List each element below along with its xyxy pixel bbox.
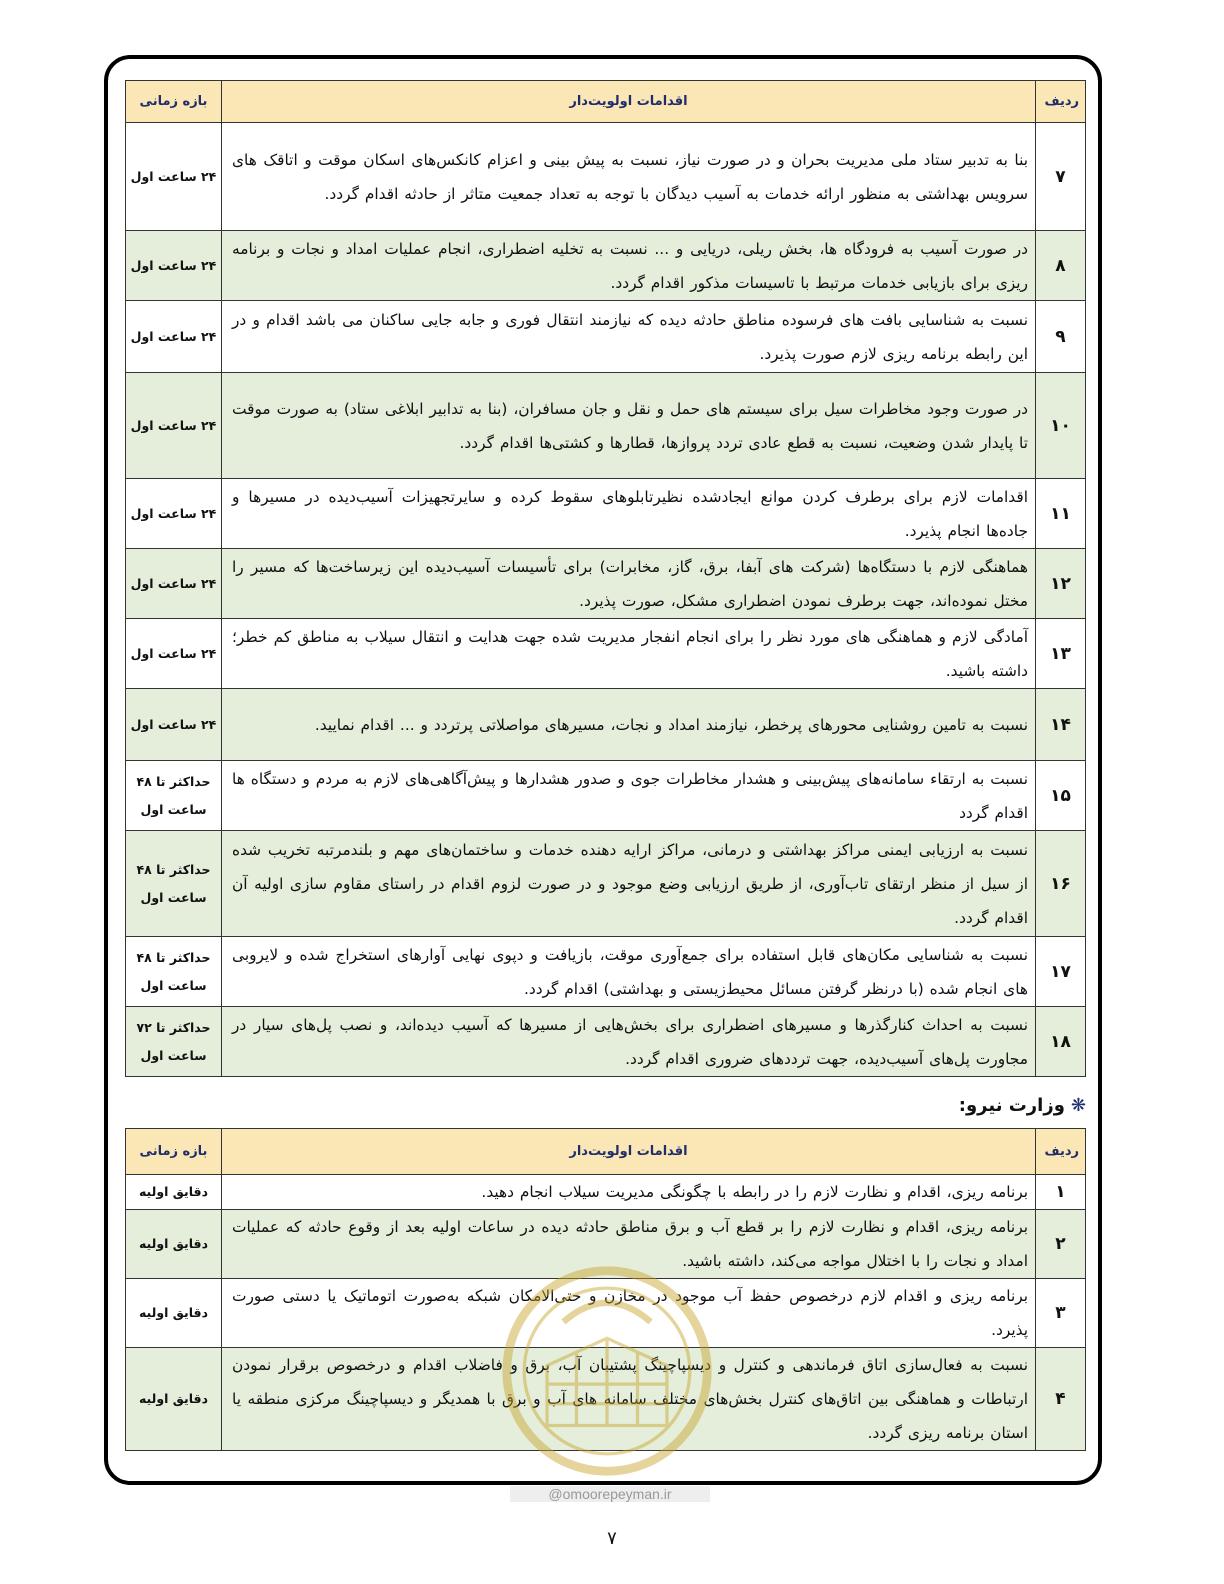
row-number: ۱۴: [1036, 689, 1086, 761]
header-row-number: ردیف: [1036, 1129, 1086, 1175]
table-row: [126, 123, 1086, 231]
table-row: [126, 937, 1086, 1007]
watermark-url: @omoorepeyman.ir: [510, 1486, 710, 1502]
time-range: دقایق اولیه: [126, 1210, 222, 1279]
table-row: [126, 1210, 1086, 1279]
time-range: ۲۴ ساعت اول: [126, 123, 222, 231]
action-text: در صورت وجود مخاطرات سیل برای سیستم های حمل و نقل و جان مسافران، (بنا به تدابیر ابلاغی ستاد) به صورت موقت تا پایدار شدن وضعیت، نسبت به قطع عادی تردد پروازها، قطارها و کشتی‌ها اقدام گردد.: [222, 373, 1036, 479]
header-time-range: بازه زمانی: [126, 81, 222, 123]
table-row: [126, 301, 1086, 373]
table-row: [126, 231, 1086, 301]
action-text: بنا به تدبیر ستاد ملی مدیریت بحران و در صورت نیاز، نسبت به پیش بینی و اعزام کانکس‌های اسکان موقت و اتاقک های سرویس بهداشتی به منظور ارائه خدمات به آسیب دیدگان با توجه به تعداد جمعیت متاثر از حادثه اقدام گردد.: [222, 123, 1036, 231]
row-number: ۱: [1036, 1175, 1086, 1210]
table-header-row: [126, 81, 1086, 123]
action-text: نسبت به شناسایی مکان‌های قابل استفاده برای جمع‌آوری موقت، بازیافت و دپوی نهایی آوارهای استخراج شده و لایروبی های انجام شده (با درنظر گرفتن مسائل محیط‌زیستی و بهداشتی) اقدام گردد.: [222, 937, 1036, 1007]
header-actions: اقدامات اولویت‌دار: [222, 81, 1036, 123]
table-row: [126, 831, 1086, 937]
row-number: ۱۱: [1036, 479, 1086, 549]
table-row: [126, 1279, 1086, 1348]
action-text: نسبت به ارتقاء سامانه‌های پیش‌بینی و هشدار مخاطرات جوی و صدور هشدارها و پیش‌آگاهی‌های لازم به مردم و دستگاه ها اقدام گردد: [222, 761, 1036, 831]
table-row: [126, 1007, 1086, 1077]
section-heading-ministry-of-energy: [959, 1095, 1086, 1116]
header-time-range: بازه زمانی: [126, 1129, 222, 1175]
action-text: نسبت به فعال‌سازی اتاق فرماندهی و کنترل و دیسپاچینگ پشتیبان آب، برق و فاضلاب اقدام و درخصوص برقرار نمودن ارتباطات و هماهنگی بین اتاق‌های کنترل بخش‌های مختلف سامانه های آب و برق با همدیگر و دیسپاچینگ مرکزی منطقه یا استان برنامه ریزی گردد.: [222, 1348, 1036, 1451]
row-number: ۹: [1036, 301, 1086, 373]
time-range: ۲۴ ساعت اول: [126, 619, 222, 689]
table-row: [126, 1348, 1086, 1451]
action-text: آمادگی لازم و هماهنگی های مورد نظر را برای انجام انفجار مدیریت شده جهت هدایت و انتقال سیلاب به مناطق کم خطر؛ داشته باشید.: [222, 619, 1036, 689]
table-header-row: [126, 1129, 1086, 1175]
time-range: حداکثر تا ۴۸ ساعت اول: [126, 831, 222, 937]
row-number: ۱۰: [1036, 373, 1086, 479]
action-text: هماهنگی لازم با دستگاه‌ها (شرکت های آبفا، برق، گاز، مخابرات) برای تأسیسات آسیب‌دیده این زیرساخت‌ها که مسیر را مختل نموده‌اند، جهت برطرف نمودن اضطراری مشکل، صورت پذیرد.: [222, 549, 1036, 619]
action-text: برنامه ریزی، اقدام و نظارت لازم را در رابطه با چگونگی مدیریت سیلاب انجام دهید.: [222, 1175, 1036, 1210]
table-row: [126, 549, 1086, 619]
time-range: ۲۴ ساعت اول: [126, 301, 222, 373]
time-range: دقایق اولیه: [126, 1348, 222, 1451]
row-number: ۱۲: [1036, 549, 1086, 619]
time-range: ۲۴ ساعت اول: [126, 689, 222, 761]
table-row: [126, 373, 1086, 479]
row-number: ۱۵: [1036, 761, 1086, 831]
table-row: [126, 761, 1086, 831]
time-range: ۲۴ ساعت اول: [126, 549, 222, 619]
time-range: دقایق اولیه: [126, 1279, 222, 1348]
table-row: [126, 479, 1086, 549]
header-actions: اقدامات اولویت‌دار: [222, 1129, 1036, 1175]
action-text: در صورت آسیب به فرودگاه ها، بخش ریلی، دریایی و ... نسبت به تخلیه اضطراری، انجام عملیات امداد و نجات و برنامه ریزی برای بازیابی خدمات مرتبط با تاسیسات مذکور اقدام گردد.: [222, 231, 1036, 301]
action-text: نسبت به تامین روشنایی محورهای پرخطر، نیازمند امداد و نجات، مسیرهای مواصلاتی پرتردد و ... اقدام نمایید.: [222, 689, 1036, 761]
action-text: نسبت به احداث کنارگذرها و مسیرهای اضطراری برای بخش‌هایی از مسیرها که آسیب دیده‌اند، و نصب پل‌های سیار در مجاورت پل‌های آسیب‌دیده، جهت ترددهای ضروری اقدام گردد.: [222, 1007, 1036, 1077]
row-number: ۱۸: [1036, 1007, 1086, 1077]
time-range: حداکثر تا ۷۲ ساعت اول: [126, 1007, 222, 1077]
action-text: اقدامات لازم برای برطرف کردن موانع ایجادشده نظیرتابلوهای سقوط کرده و سایرتجهیزات آسیب‌دیده در مسیرها و جاده‌ها انجام پذیرد.: [222, 479, 1036, 549]
table-row: [126, 689, 1086, 761]
table-row: [126, 1175, 1086, 1210]
page-number: ۷: [607, 1528, 617, 1549]
table-row: [126, 619, 1086, 689]
row-number: ۴: [1036, 1348, 1086, 1451]
row-number: ۱۳: [1036, 619, 1086, 689]
row-number: ۸: [1036, 231, 1086, 301]
action-text: برنامه ریزی، اقدام و نظارت لازم را بر قطع آب و برق مناطق حادثه دیده در ساعات اولیه بعد از وقوع حادثه که عملیات امداد و نجات را با اختلال مواجه می‌کند، داشته باشید.: [222, 1210, 1036, 1279]
row-number: ۱۶: [1036, 831, 1086, 937]
row-number: ۳: [1036, 1279, 1086, 1348]
asterisk-icon: ❋: [1070, 1095, 1086, 1116]
time-range: ۲۴ ساعت اول: [126, 231, 222, 301]
action-text: نسبت به شناسایی بافت های فرسوده مناطق حادثه دیده که نیازمند انتقال فوری و جابه جایی ساکنان می باشد اقدام و در این رابطه برنامه ریزی لازم صورت پذیرد.: [222, 301, 1036, 373]
action-text: برنامه ریزی و اقدام لازم درخصوص حفظ آب موجود در مخازن و حتی‌الامکان شبکه به‌صورت اتوماتیک یا دستی صورت پذیرد.: [222, 1279, 1036, 1348]
time-range: ۲۴ ساعت اول: [126, 373, 222, 479]
section-title-text: وزارت نیرو:: [958, 1095, 1065, 1116]
header-row-number: ردیف: [1036, 81, 1086, 123]
time-range: حداکثر تا ۴۸ ساعت اول: [126, 937, 222, 1007]
time-range: حداکثر تا ۴۸ ساعت اول: [126, 761, 222, 831]
action-text: نسبت به ارزیابی ایمنی مراکز بهداشتی و درمانی، مراکز ارایه دهنده خدمات و ساختمان‌های مهم و بلندمرتبه تخریب شده از سیل از منظر ارتقای تاب‌آوری، از طریق ارزیابی وضع موجود و در صورت لزوم اقدام در راستای مقاوم سازی اولیه آن اقدام گردد.: [222, 831, 1036, 937]
time-range: ۲۴ ساعت اول: [126, 479, 222, 549]
actions-table-energy: [125, 1128, 1086, 1451]
row-number: ۱۷: [1036, 937, 1086, 1007]
time-range: دقایق اولیه: [126, 1175, 222, 1210]
row-number: ۷: [1036, 123, 1086, 231]
actions-table-roads: [125, 80, 1086, 1077]
row-number: ۲: [1036, 1210, 1086, 1279]
